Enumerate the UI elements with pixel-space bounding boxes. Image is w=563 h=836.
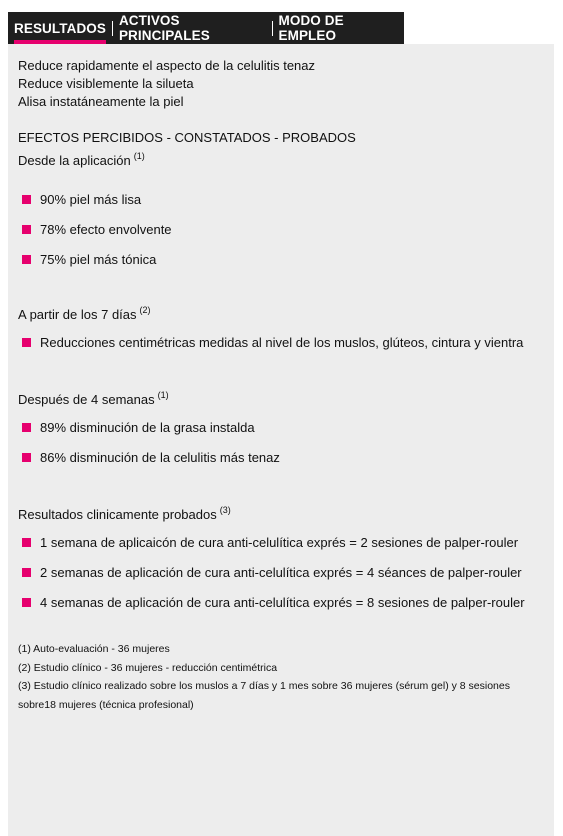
list-item-text: 4 semanas de aplicación de cura anti-celulítica exprés = 8 sesiones de palper-rouler bbox=[40, 595, 525, 610]
pink-square-bullet-icon bbox=[22, 225, 31, 234]
list-item-text: 2 semanas de aplicación de cura anti-celulítica exprés = 4 séances de palper-rouler bbox=[40, 565, 522, 580]
pink-square-bullet-icon bbox=[22, 423, 31, 432]
footnote-ref: (1) bbox=[133, 151, 145, 161]
pink-square-bullet-icon bbox=[22, 338, 31, 347]
list-item-text: 89% disminución de la grasa instalda bbox=[40, 420, 255, 435]
group-title bbox=[18, 501, 544, 524]
tab-modo-de-empleo[interactable]: MODO DE EMPLEO bbox=[278, 13, 344, 43]
intro-line: Reduce visiblemente la silueta bbox=[18, 76, 194, 91]
list-item bbox=[18, 250, 544, 269]
results-group bbox=[18, 301, 544, 352]
results-group bbox=[18, 147, 544, 269]
footnotes bbox=[18, 640, 544, 714]
intro-claims bbox=[18, 57, 544, 111]
list-item bbox=[18, 563, 544, 582]
footnote: (1) Auto-evaluación - 36 mujeres bbox=[18, 643, 170, 655]
footnote-ref: (3) bbox=[219, 505, 231, 515]
footnote: (2) Estudio clínico - 36 mujeres - reducción centimétrica bbox=[18, 661, 278, 674]
list-item bbox=[18, 448, 544, 467]
footnote: (3) Estudio clínico realizado sobre los muslos a 7 días y 1 mes sobre 36 mujeres (sérum gel) y 8 sesiones sobre18 mujeres (técnica profesional) bbox=[18, 680, 510, 711]
group-title-text: Resultados clinicamente probados bbox=[18, 507, 217, 522]
bullet-list bbox=[18, 418, 544, 467]
bullet-list bbox=[18, 190, 544, 269]
results-group bbox=[18, 501, 544, 612]
tab-bar bbox=[8, 12, 404, 44]
pink-square-bullet-icon bbox=[22, 453, 31, 462]
bullet-list bbox=[18, 333, 544, 352]
pink-square-bullet-icon bbox=[22, 568, 31, 577]
tab-activos-principales[interactable]: ACTIVOS PRINCIPALES bbox=[118, 13, 210, 43]
group-title bbox=[18, 301, 544, 324]
pink-square-bullet-icon bbox=[22, 195, 31, 204]
list-item bbox=[18, 220, 544, 239]
list-item bbox=[18, 333, 544, 352]
intro-line: Alisa instatáneamente la piel bbox=[18, 94, 184, 109]
list-item-text: 86% disminución de la celulitis más tenaz bbox=[40, 450, 280, 465]
tab-resultados[interactable]: RESULTADOS bbox=[8, 12, 112, 44]
results-panel bbox=[8, 44, 554, 836]
list-item bbox=[18, 533, 544, 552]
pink-square-bullet-icon bbox=[22, 255, 31, 264]
pink-square-bullet-icon bbox=[22, 598, 31, 607]
list-item-text: Reducciones centimétricas medidas al nivel de los muslos, glúteos, cintura y vientra bbox=[40, 335, 524, 350]
group-title bbox=[18, 386, 544, 409]
group-title-text: Desde la aplicación bbox=[18, 153, 131, 168]
intro-line: Reduce rapidamente el aspecto de la celulitis tenaz bbox=[18, 58, 316, 73]
list-item-text: 75% piel más tónica bbox=[40, 252, 157, 267]
footnote-ref: (1) bbox=[157, 390, 169, 400]
list-item-text: 1 semana de aplicaicón de cura anti-celulítica exprés = 2 sesiones de palper-rouler bbox=[40, 535, 519, 550]
group-title-text: A partir de los 7 días bbox=[18, 307, 137, 322]
group-title-text: Después de 4 semanas bbox=[18, 392, 155, 407]
bullet-list bbox=[18, 533, 544, 612]
results-group bbox=[18, 386, 544, 467]
list-item-text: 90% piel más lisa bbox=[40, 192, 142, 207]
section-title: EFECTOS PERCIBIDOS - CONSTATADOS - PROBADOS bbox=[18, 130, 356, 145]
group-title bbox=[18, 147, 544, 170]
list-item bbox=[18, 593, 544, 612]
list-item bbox=[18, 190, 544, 209]
pink-square-bullet-icon bbox=[22, 538, 31, 547]
list-item bbox=[18, 418, 544, 437]
footnote-ref: (2) bbox=[139, 305, 151, 315]
list-item-text: 78% efecto envolvente bbox=[40, 222, 172, 237]
